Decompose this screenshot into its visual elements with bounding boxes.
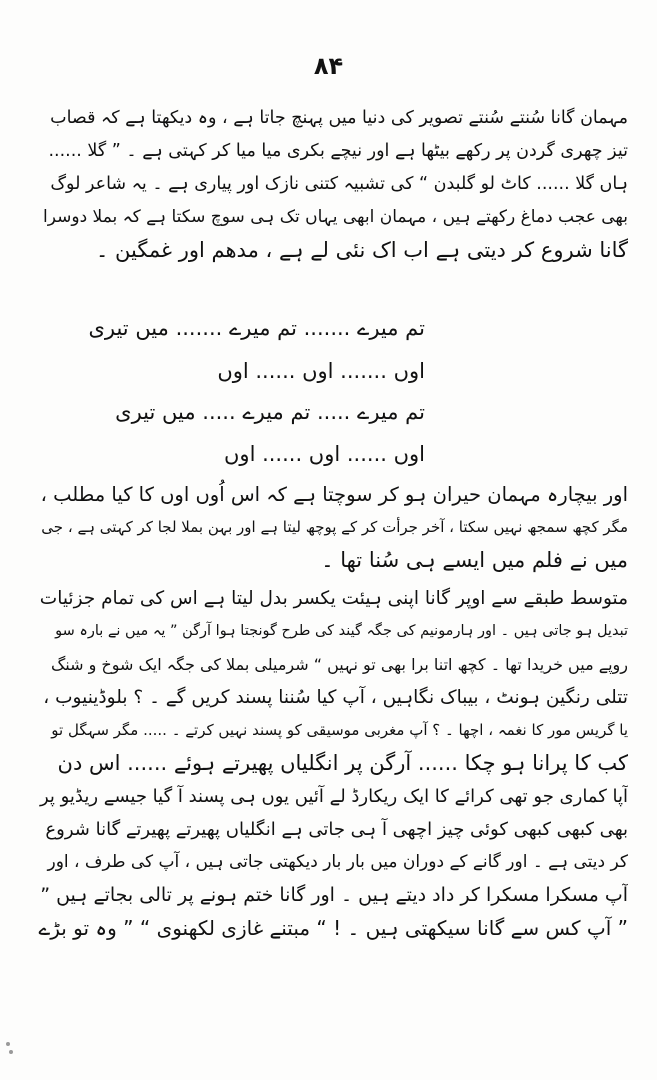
paragraph-line: گانا شروع کر دیتی ہے اب اک نئی لے ہے ، مدھم اور غمگین ۔ [96, 238, 628, 262]
paragraph-line: کب کا پرانا ہو چکا ...... آرگن پر انگلیاں پھیرتے ہوئے ...... اس دن [57, 751, 628, 775]
paragraph-line: تتلی رنگین ہونٹ ، بیباک نگاہیں ، آپ کیا سُننا پسند کریں گے ۔ ؟ بلوڈینیوب ، [43, 687, 628, 708]
paragraph-line: متوسط طبقے سے اوپر گانا اپنی ہیئت یکسر بدل لیتا ہے اس کی تمام جزئیات [39, 588, 628, 609]
page-number: ۸۴ [313, 52, 344, 80]
paragraph-line: کر دیتی ہے ۔ اور گانے کے دوران میں بار بار دیکھتی جاتی ہیں ، آپ کی طرف ، اور [47, 852, 628, 872]
paragraph-line: آپ مسکرا مسکرا کر داد دیتے ہیں ۔ اور گانا ختم ہونے پر تالی بجاتے ہیں ” [40, 884, 628, 906]
paragraph-line: روپے میں خریدا تھا ۔ کچھ اتنا برا بھی تو نہیں “ شرمیلی بملا کی جگہ ایک شوخ و شنگ [50, 655, 628, 674]
paragraph-1 [38, 102, 628, 267]
song-line: تم میرے ....... تم میرے ....... میں تیری [88, 316, 425, 340]
paragraph-line: ہاں گلا ...... کاٹ لو گلبدن “ کی تشبیہ کتنی نازک اور پیاری ہے ۔ یہ شاعر لوگ [50, 174, 628, 194]
paragraph-line: آپا کماری جو تھی کرائے کا ایک ریکارڈ لے آئیں یوں ہی پسند آ گیا جیسے ریڈیو پر [39, 786, 628, 807]
paragraph-3 [38, 582, 628, 945]
paragraph-line: مہمان گانا سُنتے سُنتے تصویر کی دنیا میں پہنچ جاتا ہے ، وہ دیکھتا ہے کہ قصاب [50, 108, 628, 128]
paragraph-line: تبدیل ہو جاتی ہیں ۔ اور ہارمونیم کی جگہ گیند کی طرح گونجتا ہوا آرگن ” یہ میں نے بارہ سو [55, 623, 628, 639]
paragraph-2 [38, 478, 628, 577]
paragraph-line: بھی کبھی کبھی کوئی چیز اچھی آ ہی جاتی ہے انگلیاں پھیرتے پھیرتے گانا شروع [45, 819, 628, 840]
song-line: اوں ...... اوں ...... اوں [224, 442, 425, 466]
paragraph-line: ” آپ کس سے گانا سیکھتی ہیں ۔ ! “ مبتنے غازی لکھنوی “ ” وہ تو بڑے [38, 916, 628, 940]
paragraph-line: تیز چھری گردن پر رکھے بیٹھا ہے اور نیچے بکری میا میا کر کہتی ہے ۔ ” گلا ...... [48, 141, 628, 161]
scan-speck [6, 1042, 10, 1046]
paragraph-line: اور بیچارہ مہمان حیران ہو کر سوچتا ہے کہ اس اُوں اوں کا کیا مطلب ، [40, 483, 628, 506]
song-line: اوں ....... اوں ...... اوں [217, 359, 425, 383]
paragraph-line: مگر کچھ سمجھ نہیں سکتا ، آخر جرأت کر کے پوچھ لیتا ہے اور بہن بملا لجا کر کہتی ہے ، جی [41, 518, 628, 536]
paragraph-line: میں نے فلم میں ایسے ہی سُنا تھا ۔ [321, 548, 628, 572]
scan-speck [9, 1050, 13, 1054]
paragraph-line: بھی عجب دماغ رکھتے ہیں ، مہمان ابھی یہاں تک ہی سوچ سکتا ہے کہ بملا دوسرا [43, 207, 628, 227]
paragraph-line: یا گریس مور کا نغمہ ، اچھا ۔ ؟ آپ مغربی موسیقی کو پسند نہیں کرتے ۔ ..... مگر سہگل تو [51, 721, 628, 739]
song-line: تم میرے ..... تم میرے ..... میں تیری [115, 400, 425, 424]
